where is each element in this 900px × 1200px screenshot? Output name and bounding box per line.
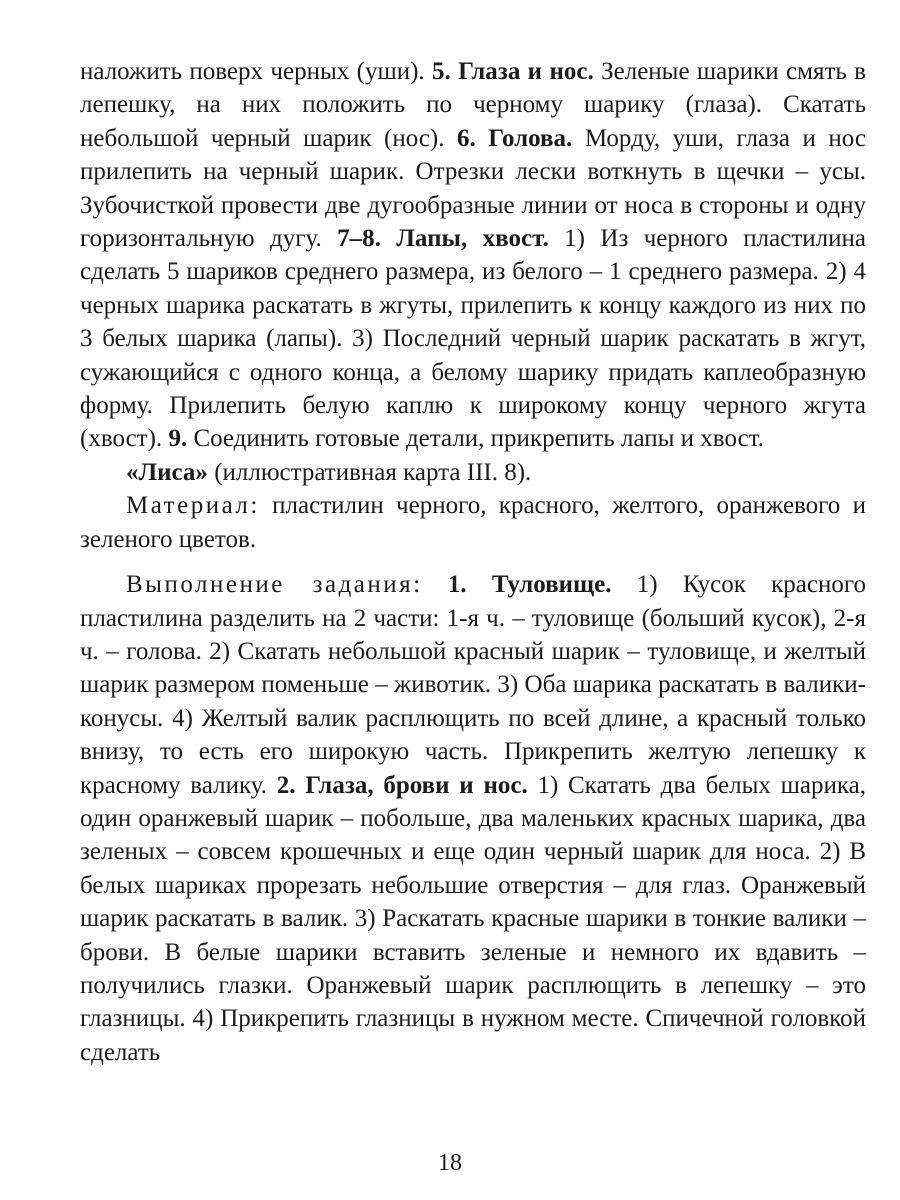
text-run [423, 571, 448, 598]
paragraph-materials [80, 489, 866, 556]
execution-label: Выполнение задания: [126, 571, 423, 599]
paragraph-execution [80, 568, 866, 1069]
step-heading-eyes-nose: 5. Глаза и нос. [432, 58, 594, 85]
paragraph-cat-steps [80, 55, 866, 456]
step-heading-head: 6. Голова. [457, 124, 573, 152]
text-run: Морду, уши, глаза и нос прилепить на черный шарик. Отрезки лески воткнуть в щечки – усы. Зубочисткой провести две дугообразные линии от носа в стороны и одну горизонтальную дугу. [80, 124, 866, 253]
materials-label: Материал: [126, 492, 260, 520]
step-heading-paws-tail: 7–8. Лапы, хвост. [337, 225, 549, 253]
text-run: 1) Скатать два белых шарика, один оранжевый шарик – побольше, два маленьких красных шарика, два зеленых – совсем крошечных и еще один черный шарик для носа. 2) В белых шариках прорезать небольшие отверстия – для глаз. Оранжевый шарик раскатать в валик. 3) Раскатать красные шарики в тонкие валики – брови. В белые шарики вставить зеленые и немного их вдавить – получились глазки. Оранжевый шарик расплющить в лепешку – это глазницы. 4) Прикрепить глазницы в нужном месте. Спичечной головкой сделать [80, 771, 867, 1066]
text-run: Зеленые шарики смять в лепешку, на них положить по черному шарику (глаза). Скатать небольшой черный шарик (нос). [80, 58, 866, 152]
page-number: 18 [438, 1150, 462, 1176]
text-run: 1) Из черного пластилина сделать 5 шариков среднего размера, из белого – 1 среднего размера. 2) 4 черных шарика раскатать в жгуты, прилепить к концу каждого из них по 3 белых шарика (лапы). 3) Последний черный шарик раскатать в жгут, сужающийся с одного конца, а белому шарику придать каплеобразную форму. Прилепить белую каплю к широкому концу черного жгута (хвост). [80, 225, 866, 453]
step-heading-assemble: 9. [168, 425, 188, 453]
step-heading-torso: 1. Туловище. [447, 571, 612, 599]
text-run: Соединить готовые детали, прикрепить лапы и хвост. [187, 425, 764, 453]
page-body [80, 55, 866, 1069]
text-run: 1) Кусок красного пластилина разделить на 2 части: 1-я ч. – туловище (больший кусок), 2-я ч. – голова. 2) Скатать небольшой красный шарик – туловище, и желтый шарик размером поменьше – животик. 3) Оба шарика раскатать в валики-конусы. 4) Желтый валик расплющить по всей длине, а красный только внизу, то есть его широкую часть. Прикрепить желтую лепешку к красному валику. [80, 571, 866, 799]
section-title-fox [80, 456, 866, 489]
fox-title: «Лиса» [126, 458, 208, 486]
step-heading-eyes-brows-nose: 2. Глаза, брови и нос. [276, 771, 528, 799]
text-run: пластилин черного, красного, желтого, оранжевого и зеленого цветов. [80, 492, 866, 553]
text-run: (иллюстративная карта III. 8). [207, 458, 532, 486]
text-run: наложить поверх черных (уши). [80, 58, 433, 85]
